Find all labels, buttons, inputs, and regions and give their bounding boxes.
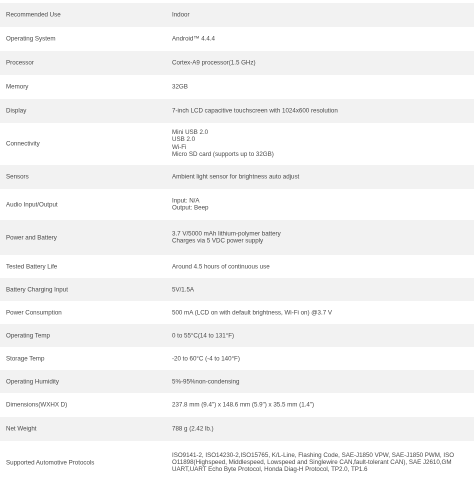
spec-row-operating-temp (0, 324, 474, 347)
spec-row-battery-charging-input (0, 278, 474, 301)
spec-label: Sensors (6, 173, 29, 181)
spec-label: Supported Automotive Protocols (6, 458, 95, 466)
spec-label: Memory (6, 83, 29, 91)
spec-label: Operating Humidity (6, 377, 59, 385)
spec-value-line: 500 mA (LCD on with default brightness, Wi-Fi on) @3.7 V (172, 308, 333, 316)
spec-row-supported-automotive-protocols (0, 441, 474, 484)
spec-value (172, 309, 468, 316)
spec-label: Connectivity (6, 140, 40, 148)
spec-value-line: Mini USB 2.0 (172, 129, 209, 137)
spec-value (172, 378, 468, 385)
spec-label: Battery Charging Input (6, 285, 68, 293)
spec-value-line: Wi-Fi (172, 144, 187, 151)
spec-row-connectivity (0, 123, 474, 165)
spec-label: Storage Temp (6, 354, 45, 362)
spec-row-audio-input-output (0, 189, 474, 220)
spec-value-line: Output: Beep (172, 204, 209, 212)
spec-value-line: 5%-95%non-condensing (172, 377, 240, 385)
spec-row-recommended-use (0, 3, 474, 27)
spec-label: Dimensions(WXHX D) (6, 401, 68, 409)
spec-value-line: O11898(Highspeed, Middlespeed, Lowspeed and Singlewire CAN,fault-tolerant CAN), SAE J2610,GM (172, 458, 452, 466)
spec-value-line: 0 to 55°C(14 to 131°F) (172, 331, 235, 339)
spec-label: Operating Temp (6, 331, 50, 339)
spec-value-line: 32GB (172, 83, 188, 91)
spec-value (172, 197, 468, 212)
spec-value-line: USB 2.0 (172, 136, 196, 144)
spec-value-line: Ambient light sensor for brightness auto adjust (172, 173, 300, 181)
spec-row-operating-system (0, 27, 474, 51)
spec-value-line: Indoor (172, 11, 190, 19)
spec-value-line: ISO9141-2, ISO14230-2,ISO15765, K/L-Line, Flashing Code, SAE-J1850 VPW, SAE-J1850 PWM, ISO (172, 451, 455, 459)
spec-value-line: -20 to 60°C (-4 to 140°F) (172, 354, 240, 362)
spec-value (172, 401, 468, 408)
spec-value-line: 5V/1.5A (172, 285, 195, 293)
spec-value (172, 129, 468, 159)
spec-value-line: 3.7 V/5000 mAh lithium-polymer battery (172, 230, 281, 238)
spec-label: Operating System (6, 35, 56, 43)
spec-row-tested-battery-life (0, 255, 474, 278)
spec-row-processor (0, 51, 474, 75)
spec-value-line: 237.8 mm (9.4") x 148.6 mm (5.9") x 35.5 mm (1.4") (172, 401, 315, 409)
spec-value (172, 83, 468, 90)
spec-value (172, 11, 468, 18)
spec-row-memory (0, 75, 474, 99)
spec-label: Processor (6, 59, 34, 67)
spec-value-line: Charges via 5 VDC power supply (172, 237, 264, 245)
spec-value-line: Around 4.5 hours of continuous use (172, 262, 270, 270)
spec-value-line: UART,UART Echo Byte Protocol, Honda Diag-H Protocol, TP2.0, TP1.6 (172, 466, 368, 474)
spec-row-net-weight (0, 417, 474, 441)
spec-label: Power Consumption (6, 308, 62, 316)
spec-value (172, 107, 468, 114)
spec-value (172, 59, 468, 66)
spec-value-line: 7-inch LCD capacitive touchscreen with 1024x600 resolution (172, 107, 338, 115)
spec-row-operating-humidity (0, 370, 474, 393)
spec-row-sensors (0, 165, 474, 189)
spec-value-line: 788 g (2.42 lb.) (172, 425, 214, 433)
spec-value-line: Micro SD card (supports up to 32GB) (172, 151, 274, 159)
spec-row-power-and-battery (0, 220, 474, 255)
spec-label: Tested Battery Life (6, 262, 58, 270)
spec-value-line: Android™ 4.4.4 (172, 35, 215, 43)
spec-value (172, 263, 468, 270)
spec-row-dimensions (0, 393, 474, 417)
spec-row-storage-temp (0, 347, 474, 370)
spec-label: Power and Battery (6, 233, 57, 241)
spec-value (172, 332, 468, 339)
spec-label: Audio Input/Output (6, 200, 58, 208)
spec-value (172, 425, 468, 432)
spec-label: Recommended Use (6, 11, 61, 19)
spec-value (172, 451, 468, 473)
spec-row-power-consumption (0, 301, 474, 324)
spec-label: Display (6, 107, 27, 115)
spec-label: Net Weight (6, 425, 37, 433)
spec-row-display (0, 99, 474, 123)
spec-value-line: Input: N/A (172, 197, 200, 205)
spec-value (172, 35, 468, 42)
spec-value (172, 355, 468, 362)
spec-value (172, 173, 468, 180)
spec-value-line: Cortex-A9 processor(1.5 GHz) (172, 59, 256, 67)
spec-value (172, 230, 468, 245)
spec-value (172, 286, 468, 293)
